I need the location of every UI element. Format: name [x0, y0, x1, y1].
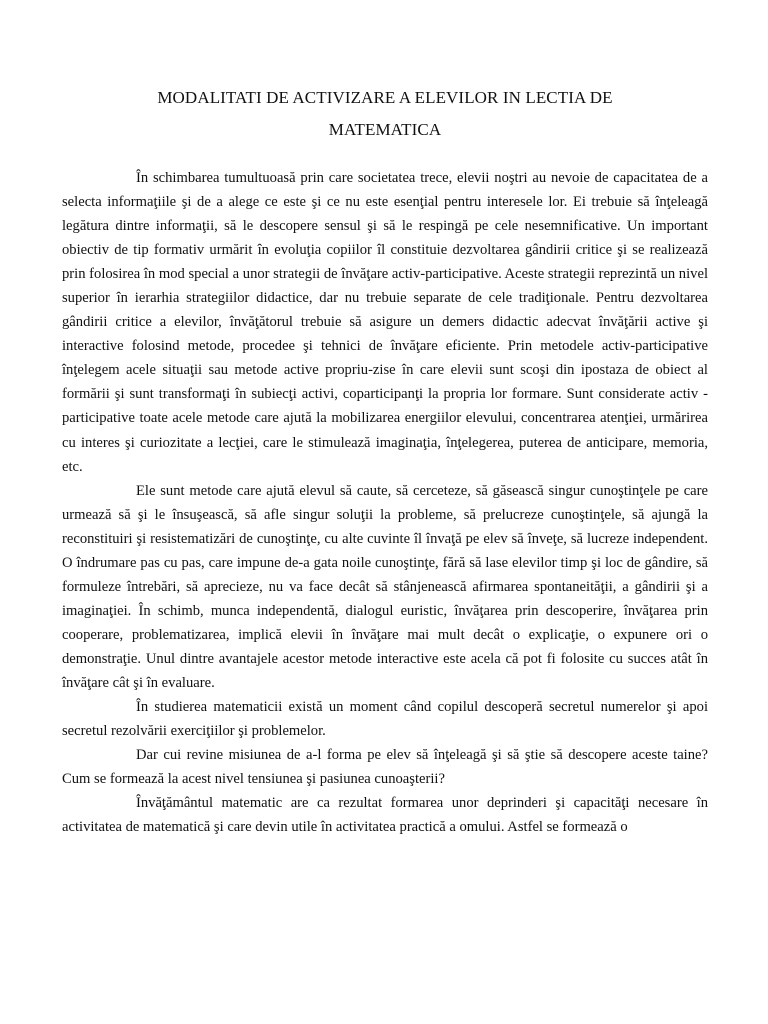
title-line-1: MODALITATI DE ACTIVIZARE A ELEVILOR IN LECTIA DE [157, 88, 613, 107]
paragraph-2: Ele sunt metode care ajută elevul să caute, să cerceteze, să găsească singur cunoştinţele pe care urmează să şi le însuşească, să afle singur soluţii la probleme, să prelucreze cunoştinţele, să ajungă la reconstituiri şi resistematizări de cunoştinţe, cu alte cuvinte îl învaţă pe elev să înveţe, să lucreze independent. O îndrumare pas cu pas, care impune de-a gata noile cunoştinţe, fără să lase elevilor timp şi loc de gândire, să formuleze întrebări, să aprecieze, nu va face decât să stânjenească afirmarea spontaneităţii, a gândirii şi a imaginaţiei. În schimb, munca independentă, dialogul euristic, învăţarea prin descoperire, învăţarea prin cooperare, problematizarea, implică elevii în învăţare mai mult decât o explicaţie, o expunere ori o demonstraţie. Unul dintre avantajele acestor metode interactive este acela că pot fi folosite cu succes atât în învăţare cât şi în evaluare. [62, 482, 708, 691]
paragraph-3: În studierea matematicii există un moment când copilul descoperă secretul numerelor şi apoi secretul rezolvării exerciţiilor şi problemelor. [62, 699, 708, 740]
document-body [62, 166, 708, 839]
title-line-2: MATEMATICA [328, 120, 442, 139]
paragraph-5: Învăţământul matematic are ca rezultat formarea unor deprinderi şi capacităţi necesare în activitatea de matematică şi care devin utile în activitatea practică a omului. Astfel se formează o [62, 795, 708, 836]
paragraph-4: Dar cui revine misiunea de a-l forma pe elev să înţeleagă şi să ştie să descopere aceste taine? Cum se formează la acest nivel tensiunea şi pasiunea cunoaşterii? [62, 747, 708, 788]
document-title [62, 82, 708, 146]
paragraph-1: În schimbarea tumultuoasă prin care societatea trece, elevii noştri au nevoie de capacitatea de a selecta informaţiile şi de a alege ce este şi ce nu este esenţial pentru interesele lor. Ei trebuie să înţeleagă legătura dintre informaţii, să le descopere sensul şi să le respingă pe cele nesemnificative. Un important obiectiv de tip formativ urmărit în evoluţia copiilor îl constituie dezvoltarea gândirii critice şi se realizează prin folosirea în mod special a unor strategii de învăţare activ-participative. Aceste strategii reprezintă un nivel superior în ierarhia strategiilor didactice, dar nu trebuie separate de cele tradiţionale. Pentru dezvoltarea gândirii critice a elevilor, învăţătorul trebuie să asigure un demers didactic adecvat învăţării active şi interactive folosind metode, procedee şi tehnici de învăţare eficiente. Prin metodele activ-participative înţelegem acele situaţii sau metode active propriu-zise în care elevii sunt scoşi din ipostaza de obiect al formării şi sunt transformaţi în subiecţi activi, coparticipanţi la propria lor formare. Sunt considerate activ - participative toate acele metode care ajută la mobilizarea energiilor elevului, concentrarea atenţiei, urmărirea cu interes şi curiozitate a lecţiei, care le stimulează imaginaţia, înţelegerea, puterea de anticipare, memoria, etc. [62, 170, 708, 475]
